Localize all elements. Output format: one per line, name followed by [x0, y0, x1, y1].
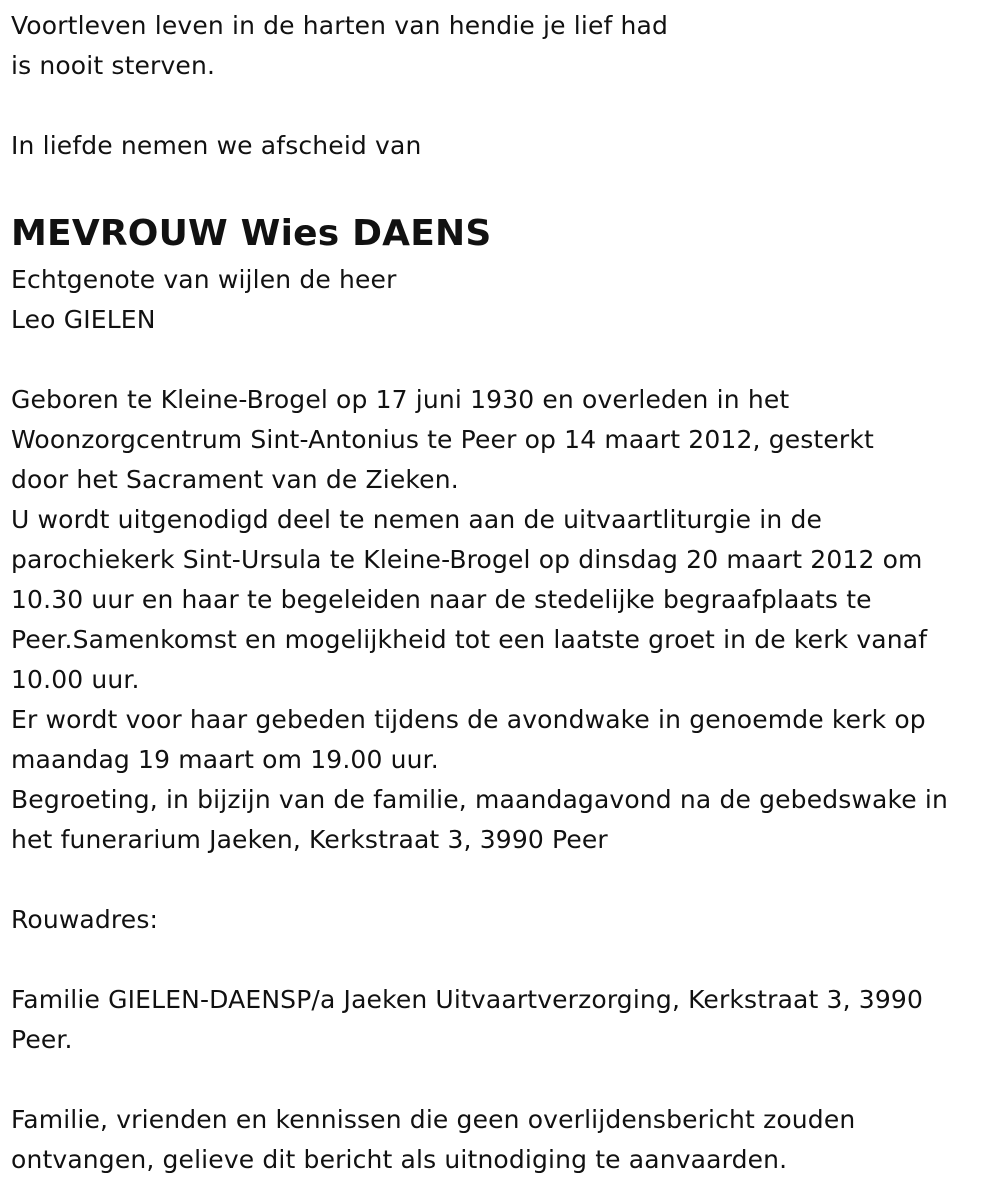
mourning-address-block [11, 900, 1000, 1060]
spacer [11, 86, 1000, 126]
details-line: Peer.Samenkomst en mogelijkheid tot een laatste groet in de kerk vanaf [11, 625, 928, 654]
deceased-block [11, 206, 1000, 340]
intro-text: In liefde nemen we afscheid van [11, 131, 422, 160]
details-line: het funerarium Jaeken, Kerkstraat 3, 3990 Peer [11, 825, 608, 854]
details-line: 10.00 uur. [11, 665, 140, 694]
details-line: U wordt uitgenodigd deel te nemen aan de uitvaartliturgie in de [11, 505, 823, 534]
closing-line-1: Familie, vrienden en kennissen die geen overlijdensbericht zouden [11, 1105, 856, 1134]
details-line: Begroeting, in bijzijn van de familie, maandagavond na de gebedswake in [11, 785, 948, 814]
closing-block [11, 1100, 1000, 1180]
spacer [11, 166, 1000, 206]
closing-line-2: ontvangen, gelieve dit bericht als uitnodiging te aanvaarden. [11, 1145, 788, 1174]
spacer [11, 340, 1000, 380]
details-line: 10.30 uur en haar te begeleiden naar de stedelijke begraafplaats te [11, 585, 872, 614]
spacer [11, 940, 1000, 980]
details-block [11, 380, 1000, 860]
motto-line-2: is nooit sterven. [11, 51, 216, 80]
details-line: Geboren te Kleine-Brogel op 17 juni 1930 en overleden in het [11, 385, 790, 414]
spacer [11, 1060, 1000, 1100]
spouse-line-1: Echtgenote van wijlen de heer [11, 265, 397, 294]
details-line: maandag 19 maart om 19.00 uur. [11, 745, 439, 774]
details-line: parochiekerk Sint-Ursula te Kleine-Brogel op dinsdag 20 maart 2012 om [11, 545, 923, 574]
details-line: Er wordt voor haar gebeden tijdens de avondwake in genoemde kerk op [11, 705, 926, 734]
motto-line-1: Voortleven leven in de harten van hendie je lief had [11, 11, 669, 40]
mourning-address-line-2: Peer. [11, 1025, 73, 1054]
mourning-address-label: Rouwadres: [11, 905, 159, 934]
mourning-address-line-1: Familie GIELEN-DAENSP/a Jaeken Uitvaartverzorging, Kerkstraat 3, 3990 [11, 985, 924, 1014]
details-line: door het Sacrament van de Zieken. [11, 465, 459, 494]
motto [11, 6, 1000, 86]
deceased-name: MEVROUW Wies DAENS [11, 213, 492, 254]
spacer [11, 860, 1000, 900]
spouse-line-2: Leo GIELEN [11, 305, 156, 334]
details-line: Woonzorgcentrum Sint-Antonius te Peer op 14 maart 2012, gesterkt [11, 425, 874, 454]
